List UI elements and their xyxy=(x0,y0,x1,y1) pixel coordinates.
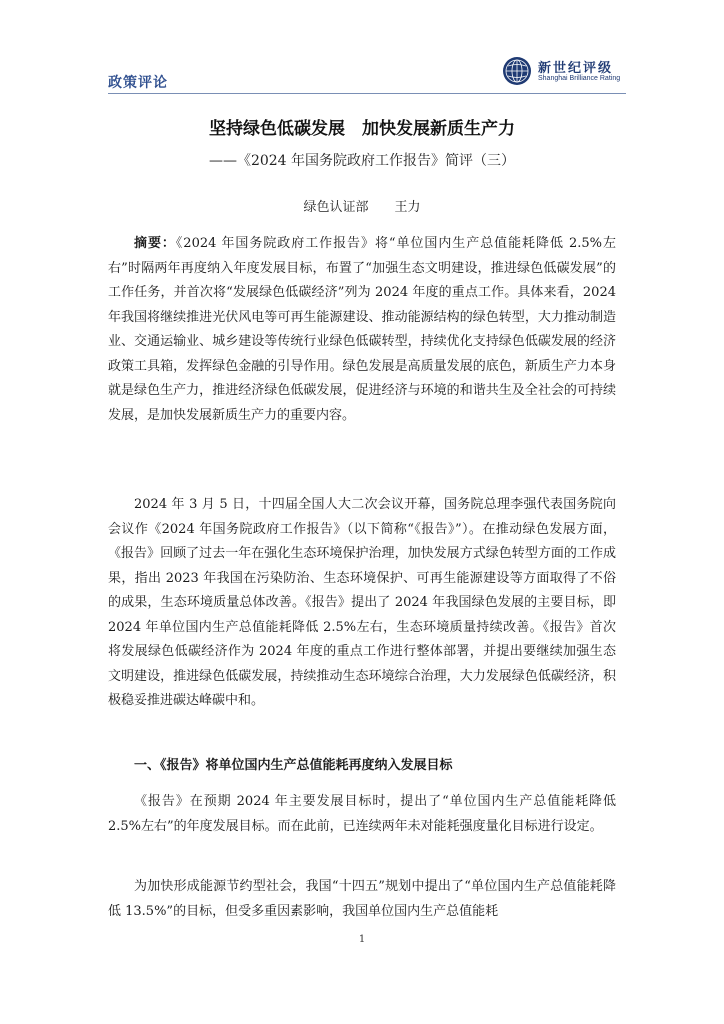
section-label: 政策评论 xyxy=(108,75,168,91)
document-subtitle: ——《2024 年国务院政府工作报告》简评（三） xyxy=(208,153,516,169)
document-title: 坚持绿色低碳发展 加快发展新质生产力 xyxy=(209,119,515,139)
logo-name-cn: 新世纪评级 xyxy=(538,61,614,76)
section-heading-1: 一、《报告》将单位国内生产总值能耗再度纳入发展目标 xyxy=(134,758,453,773)
globe-emblem-icon xyxy=(502,56,532,86)
header-divider xyxy=(108,93,626,94)
abstract-text: 《2024 年国务院政府工作报告》将“单位国内生产总值能耗降低 2.5%左右”时隔两年再度纳入年度发展目标，布置了“加强生态文明建设，推进绿色低碳发展”的工作任务，并首次将“发展绿色低碳经济”列为 2024 年度的重点工作。具体来看，2024 年我国将继续推进光伏风电等可再生能源建设、推动能源结构的绿色转型，大力推动制造业、交通运输业、城乡建设等传统行业绿色低碳转型，持续优化支持绿色低碳发展的经济政策工具箱，发挥绿色金融的引导作用。绿色发展是高质量发展的底色，新质生产力本身就是绿色生产力，推进经济绿色低碳发展，促进经济与环境的和谐共生及全社会的可持续发展，是加快发展新质生产力的重要内容。 xyxy=(108,236,616,423)
paragraph-section1-b: 为加快形成能源节约型社会，我国“十四五”规划中提出了“单位国内生产总值能耗降低 13.5%”的目标，但受多重因素影响，我国单位国内生产总值能耗 xyxy=(108,879,616,919)
paragraph-intro: 2024 年 3 月 5 日，十四届全国人大二次会议开幕，国务院总理李强代表国务院向会议作《2024 年国务院政府工作报告》（以下简称“《报告》”）。在推动绿色发展方面，《报告》回顾了过去一年在强化生态环境保护治理，加快发展方式绿色转型方面的工作成果，指出 2023 年我国在污染防治、生态环境保护、可再生能源建设等方面取得了不俗的成果，生态环境质量总体改善。《报告》提出了 2024 年我国绿色发展的主要目标，即 2024 年单位国内生产总值能耗降低 2.5%左右，生态环境质量持续改善。《报告》首次将发展绿色低碳经济作为 2024 年度的重点工作进行整体部署，并提出要继续加强生态文明建设，推进绿色低碳发展，持续推动生态环境综合治理，大力发展绿色低碳经济，积极稳妥推进碳达峰碳中和。 xyxy=(108,497,616,708)
author-line: 绿色认证部 王力 xyxy=(303,200,421,215)
brand-logo xyxy=(502,56,634,88)
paragraph-section1-a: 《报告》在预期 2024 年主要发展目标时，提出了“单位国内生产总值能耗降低 2.5%左右”的年度发展目标。而在此前，已连续两年未对能耗强度量化目标进行设定。 xyxy=(108,794,616,834)
logo-name-en: Shanghai Brilliance Rating xyxy=(538,75,621,82)
abstract xyxy=(108,232,616,428)
page-number: 1 xyxy=(358,934,366,945)
abstract-label: 摘要： xyxy=(134,236,176,251)
